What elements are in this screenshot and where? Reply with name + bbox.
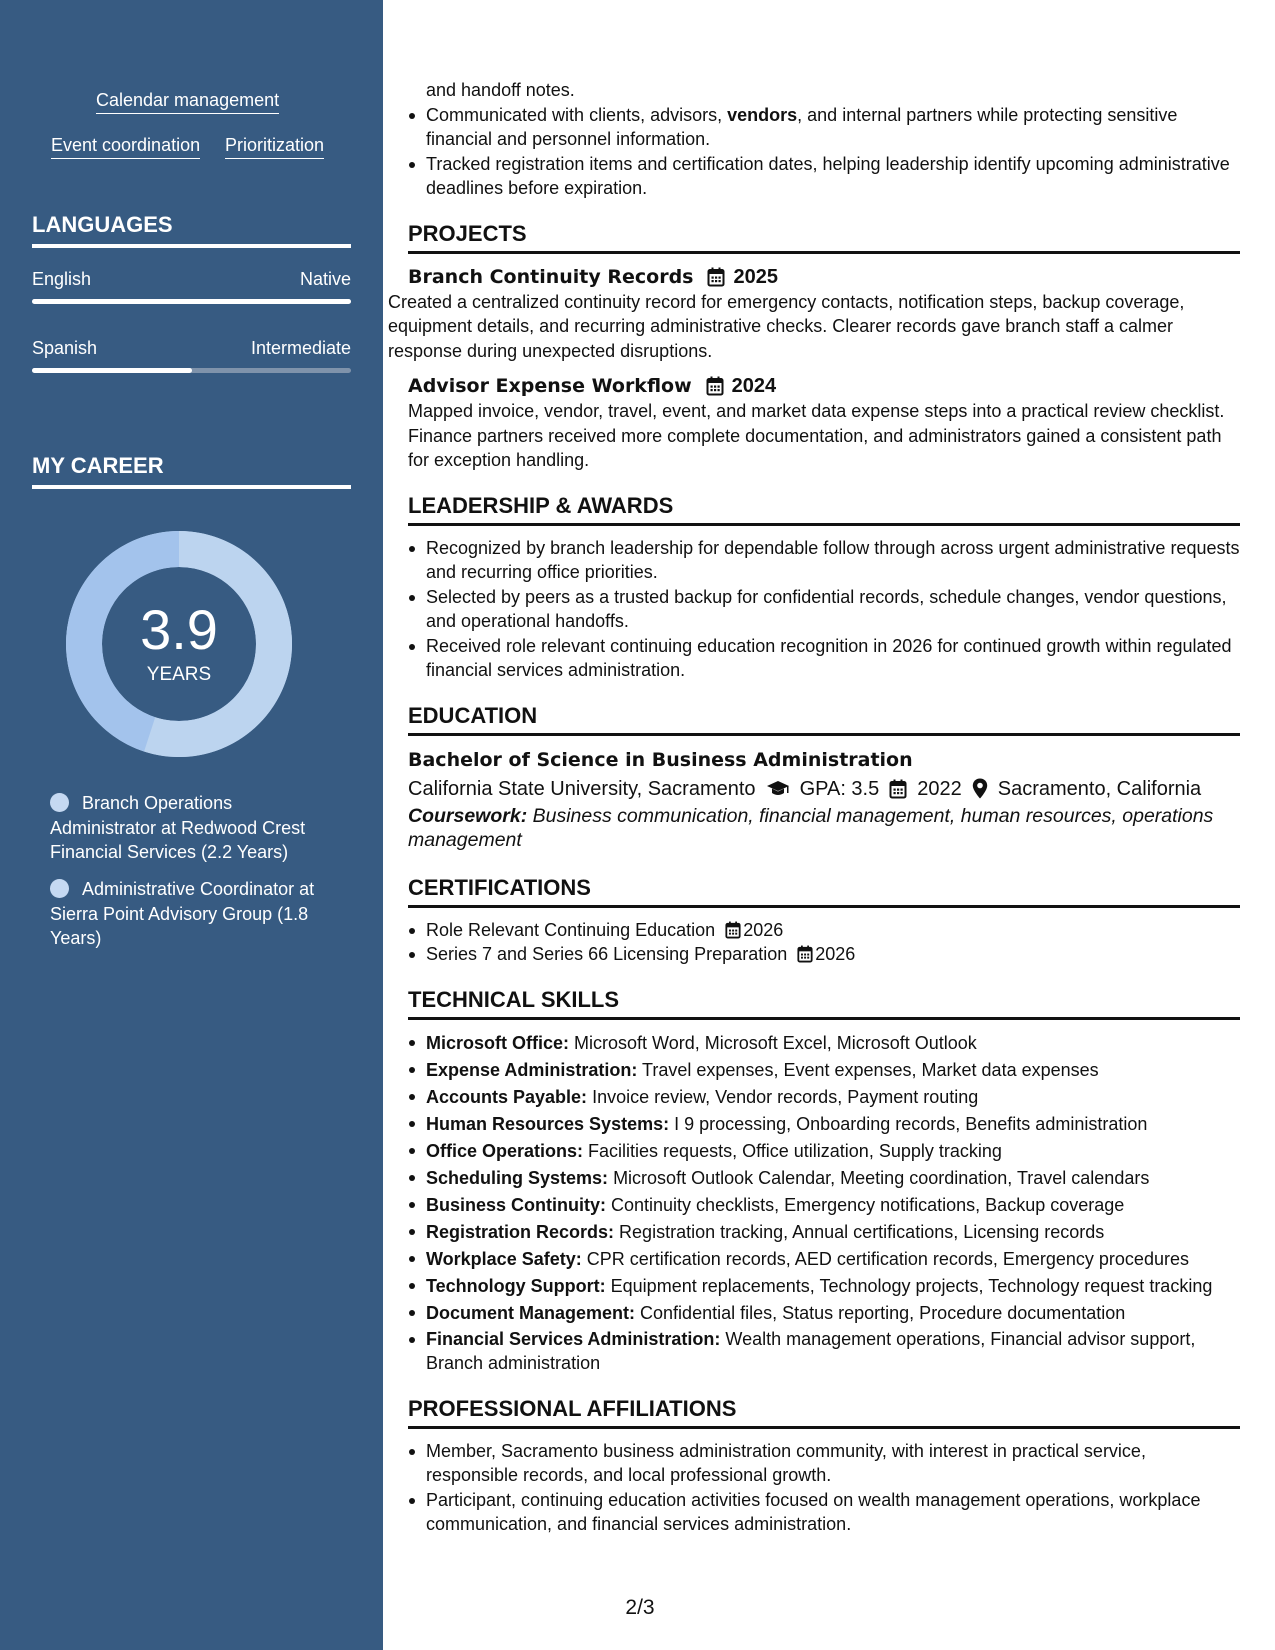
leadership-list [408, 536, 1240, 683]
technical-skill-item [408, 1030, 1240, 1057]
location-pin-icon [972, 778, 988, 799]
language-row-english [32, 268, 351, 290]
skill-label: Technology Support: [426, 1275, 606, 1296]
education-degree: Bachelor of Science in Business Administration [408, 748, 913, 771]
graduation-cap-icon [766, 780, 790, 798]
project-name: Branch Continuity Records [408, 265, 694, 288]
skill-label: Scheduling Systems: [426, 1167, 609, 1188]
skill-value: Facilities requests, Office utilization, Supply tracking [583, 1140, 1002, 1161]
language-bar-fill [32, 299, 351, 304]
project-title [408, 264, 1240, 290]
technical-skill-item [408, 1300, 1240, 1327]
skill-value: Travel expenses, Event expenses, Market data expenses [637, 1059, 1099, 1080]
calendar-icon [707, 267, 725, 287]
certification-item [408, 942, 1240, 967]
career-total-value: 3.9 [140, 598, 218, 661]
bullet-bold-text: vendors [727, 104, 798, 125]
certification-item [408, 918, 1240, 943]
skill-value: Continuity checklists, Emergency notifications, Backup coverage [606, 1194, 1125, 1215]
career-dot [50, 793, 69, 812]
affiliation-item: Participant, continuing education activities focused on wealth management operations, workplace communication, and financial services administration. [408, 1488, 1240, 1537]
certification-name: Role Relevant Continuing Education [426, 919, 716, 940]
experience-bullets [408, 103, 1240, 201]
technical-skill-item [408, 1111, 1240, 1138]
experience-bullet [408, 103, 1240, 152]
education-gpa: GPA: 3.5 [799, 777, 880, 800]
skill-value: Microsoft Outlook Calendar, Meeting coordination, Travel calendars [608, 1167, 1150, 1188]
technical-skill-item [408, 1138, 1240, 1165]
skill-value: Invoice review, Vendor records, Payment routing [587, 1086, 979, 1107]
language-name: Spanish [32, 338, 98, 358]
skill-value: Registration tracking, Annual certifications, Licensing records [614, 1221, 1105, 1242]
bullet-text: Communicated with clients, advisors, [426, 104, 728, 125]
education-year: 2022 [917, 777, 962, 800]
career-heading: MY CAREER [32, 453, 351, 489]
certification-name: Series 7 and Series 66 Licensing Preparation [426, 944, 788, 964]
career-item-text: Branch Operations Administrator at Redwood Crest Financial Services (2.2 Years) [50, 793, 306, 862]
skill-label: Office Operations: [426, 1140, 584, 1161]
skill-label: Microsoft Office: [426, 1032, 570, 1053]
experience-bullet: Tracked registration items and certification dates, helping leadership identify upcoming administrative deadlines before expiration. [408, 152, 1240, 201]
calendar-icon [889, 779, 907, 799]
coursework-text: Business communication, financial management, human resources, operations management [408, 804, 1214, 851]
technical-skill-item [408, 1219, 1240, 1246]
skill-value: I 9 processing, Onboarding records, Benefits administration [669, 1113, 1148, 1134]
leadership-item: Selected by peers as a trusted backup for confidential records, schedule changes, vendor questions, and operational handoffs. [408, 585, 1240, 634]
technical-skill-item [408, 1273, 1240, 1300]
skill-label: Registration Records: [426, 1221, 615, 1242]
technical-skills-list [408, 1030, 1240, 1376]
sidebar [0, 0, 383, 1650]
skill-value: Microsoft Word, Microsoft Excel, Microsoft Outlook [569, 1032, 977, 1053]
career-total-unit: YEARS [146, 664, 212, 685]
affiliations-list [408, 1439, 1240, 1537]
main-content [388, 78, 1240, 1537]
skill-value: Equipment replacements, Technology projects, Technology request tracking [605, 1275, 1213, 1296]
skill-label: Financial Services Administration: [426, 1328, 721, 1349]
skill-value: Wealth management operations, Financial advisor support, Branch administration [426, 1328, 1196, 1373]
project-year: 2024 [731, 375, 777, 397]
bullet-text: , and internal partners while protecting sensitive financial and personnel information. [426, 104, 1178, 149]
technical-skill-item [408, 1246, 1240, 1273]
technical-skills-heading: TECHNICAL SKILLS [408, 987, 1240, 1020]
education-heading: EDUCATION [408, 703, 1240, 736]
technical-skill-item [408, 1327, 1240, 1376]
technical-skill-item [408, 1084, 1240, 1111]
leadership-heading: LEADERSHIP & AWARDS [408, 493, 1240, 526]
projects-heading: PROJECTS [408, 221, 1240, 254]
coursework-label: Coursework: [408, 804, 528, 827]
technical-skill-item [408, 1057, 1240, 1084]
project-description: Created a centralized continuity record for emergency contacts, notification steps, backup coverage, equipment details, and recurring administrative checks. Clearer records gave branch staff a calmer response during unexpected disruptions. [388, 291, 1185, 361]
certifications-list [408, 918, 1240, 967]
technical-skill-item [408, 1192, 1240, 1219]
skill-label: Document Management: [426, 1302, 636, 1323]
certification-year: 2026 [815, 944, 856, 964]
education-coursework [408, 804, 1240, 853]
skill-tag-calendar-management: Calendar management [96, 89, 279, 114]
language-bar-spanish [32, 368, 351, 373]
language-level: Native [299, 269, 351, 289]
leadership-item: Received role relevant continuing education recognition in 2026 for continued growth within regulated financial services administration. [408, 634, 1240, 683]
skill-label: Workplace Safety: [426, 1248, 582, 1269]
skill-tag-prioritization: Prioritization [225, 134, 324, 159]
skill-value: Confidential files, Status reporting, Procedure documentation [635, 1302, 1126, 1323]
education-details [408, 774, 1240, 804]
career-item-text: Administrative Coordinator at Sierra Point Advisory Group (1.8 Years) [50, 879, 315, 948]
technical-skill-item [408, 1165, 1240, 1192]
career-item [50, 877, 340, 951]
language-bar-fill [32, 368, 192, 373]
career-dot [50, 879, 69, 898]
certifications-heading: CERTIFICATIONS [408, 875, 1240, 908]
affiliation-item: Member, Sacramento business administration community, with interest in practical service, responsible records, and local professional growth. [408, 1439, 1240, 1488]
project-description: Mapped invoice, vendor, travel, event, and market data expense steps into a practical review checklist. Finance partners received more complete documentation, and administrators gained a consistent path for exception handling. [408, 401, 1225, 470]
certification-year: 2026 [743, 919, 784, 940]
project-year: 2025 [733, 265, 778, 288]
language-row-spanish [32, 337, 351, 359]
language-bar-english [32, 299, 351, 304]
languages-heading: LANGUAGES [32, 212, 351, 248]
skill-tag-event-coordination: Event coordination [51, 134, 200, 159]
experience-continued-text: and handoff notes. [426, 80, 575, 100]
education-location: Sacramento, California [997, 777, 1202, 800]
project-name: Advisor Expense Workflow [408, 375, 692, 397]
calendar-icon [797, 945, 813, 963]
skill-label: Expense Administration: [426, 1059, 638, 1080]
skill-value: CPR certification records, AED certification records, Emergency procedures [581, 1248, 1189, 1269]
skill-label: Human Resources Systems: [426, 1113, 670, 1134]
language-name: English [32, 269, 92, 289]
calendar-icon [706, 376, 724, 396]
skill-label: Business Continuity: [426, 1194, 607, 1215]
education-school: California State University, Sacramento [408, 777, 756, 800]
page-number: 2/3 [625, 1596, 655, 1619]
career-item [50, 791, 340, 865]
leadership-item: Recognized by branch leadership for dependable follow through across urgent administrative requests and recurring office priorities. [408, 536, 1240, 585]
skill-label: Accounts Payable: [426, 1086, 588, 1107]
language-level: Intermediate [250, 338, 351, 358]
project-title [408, 373, 1240, 399]
affiliations-heading: PROFESSIONAL AFFILIATIONS [408, 1396, 1240, 1429]
calendar-icon [725, 921, 741, 939]
